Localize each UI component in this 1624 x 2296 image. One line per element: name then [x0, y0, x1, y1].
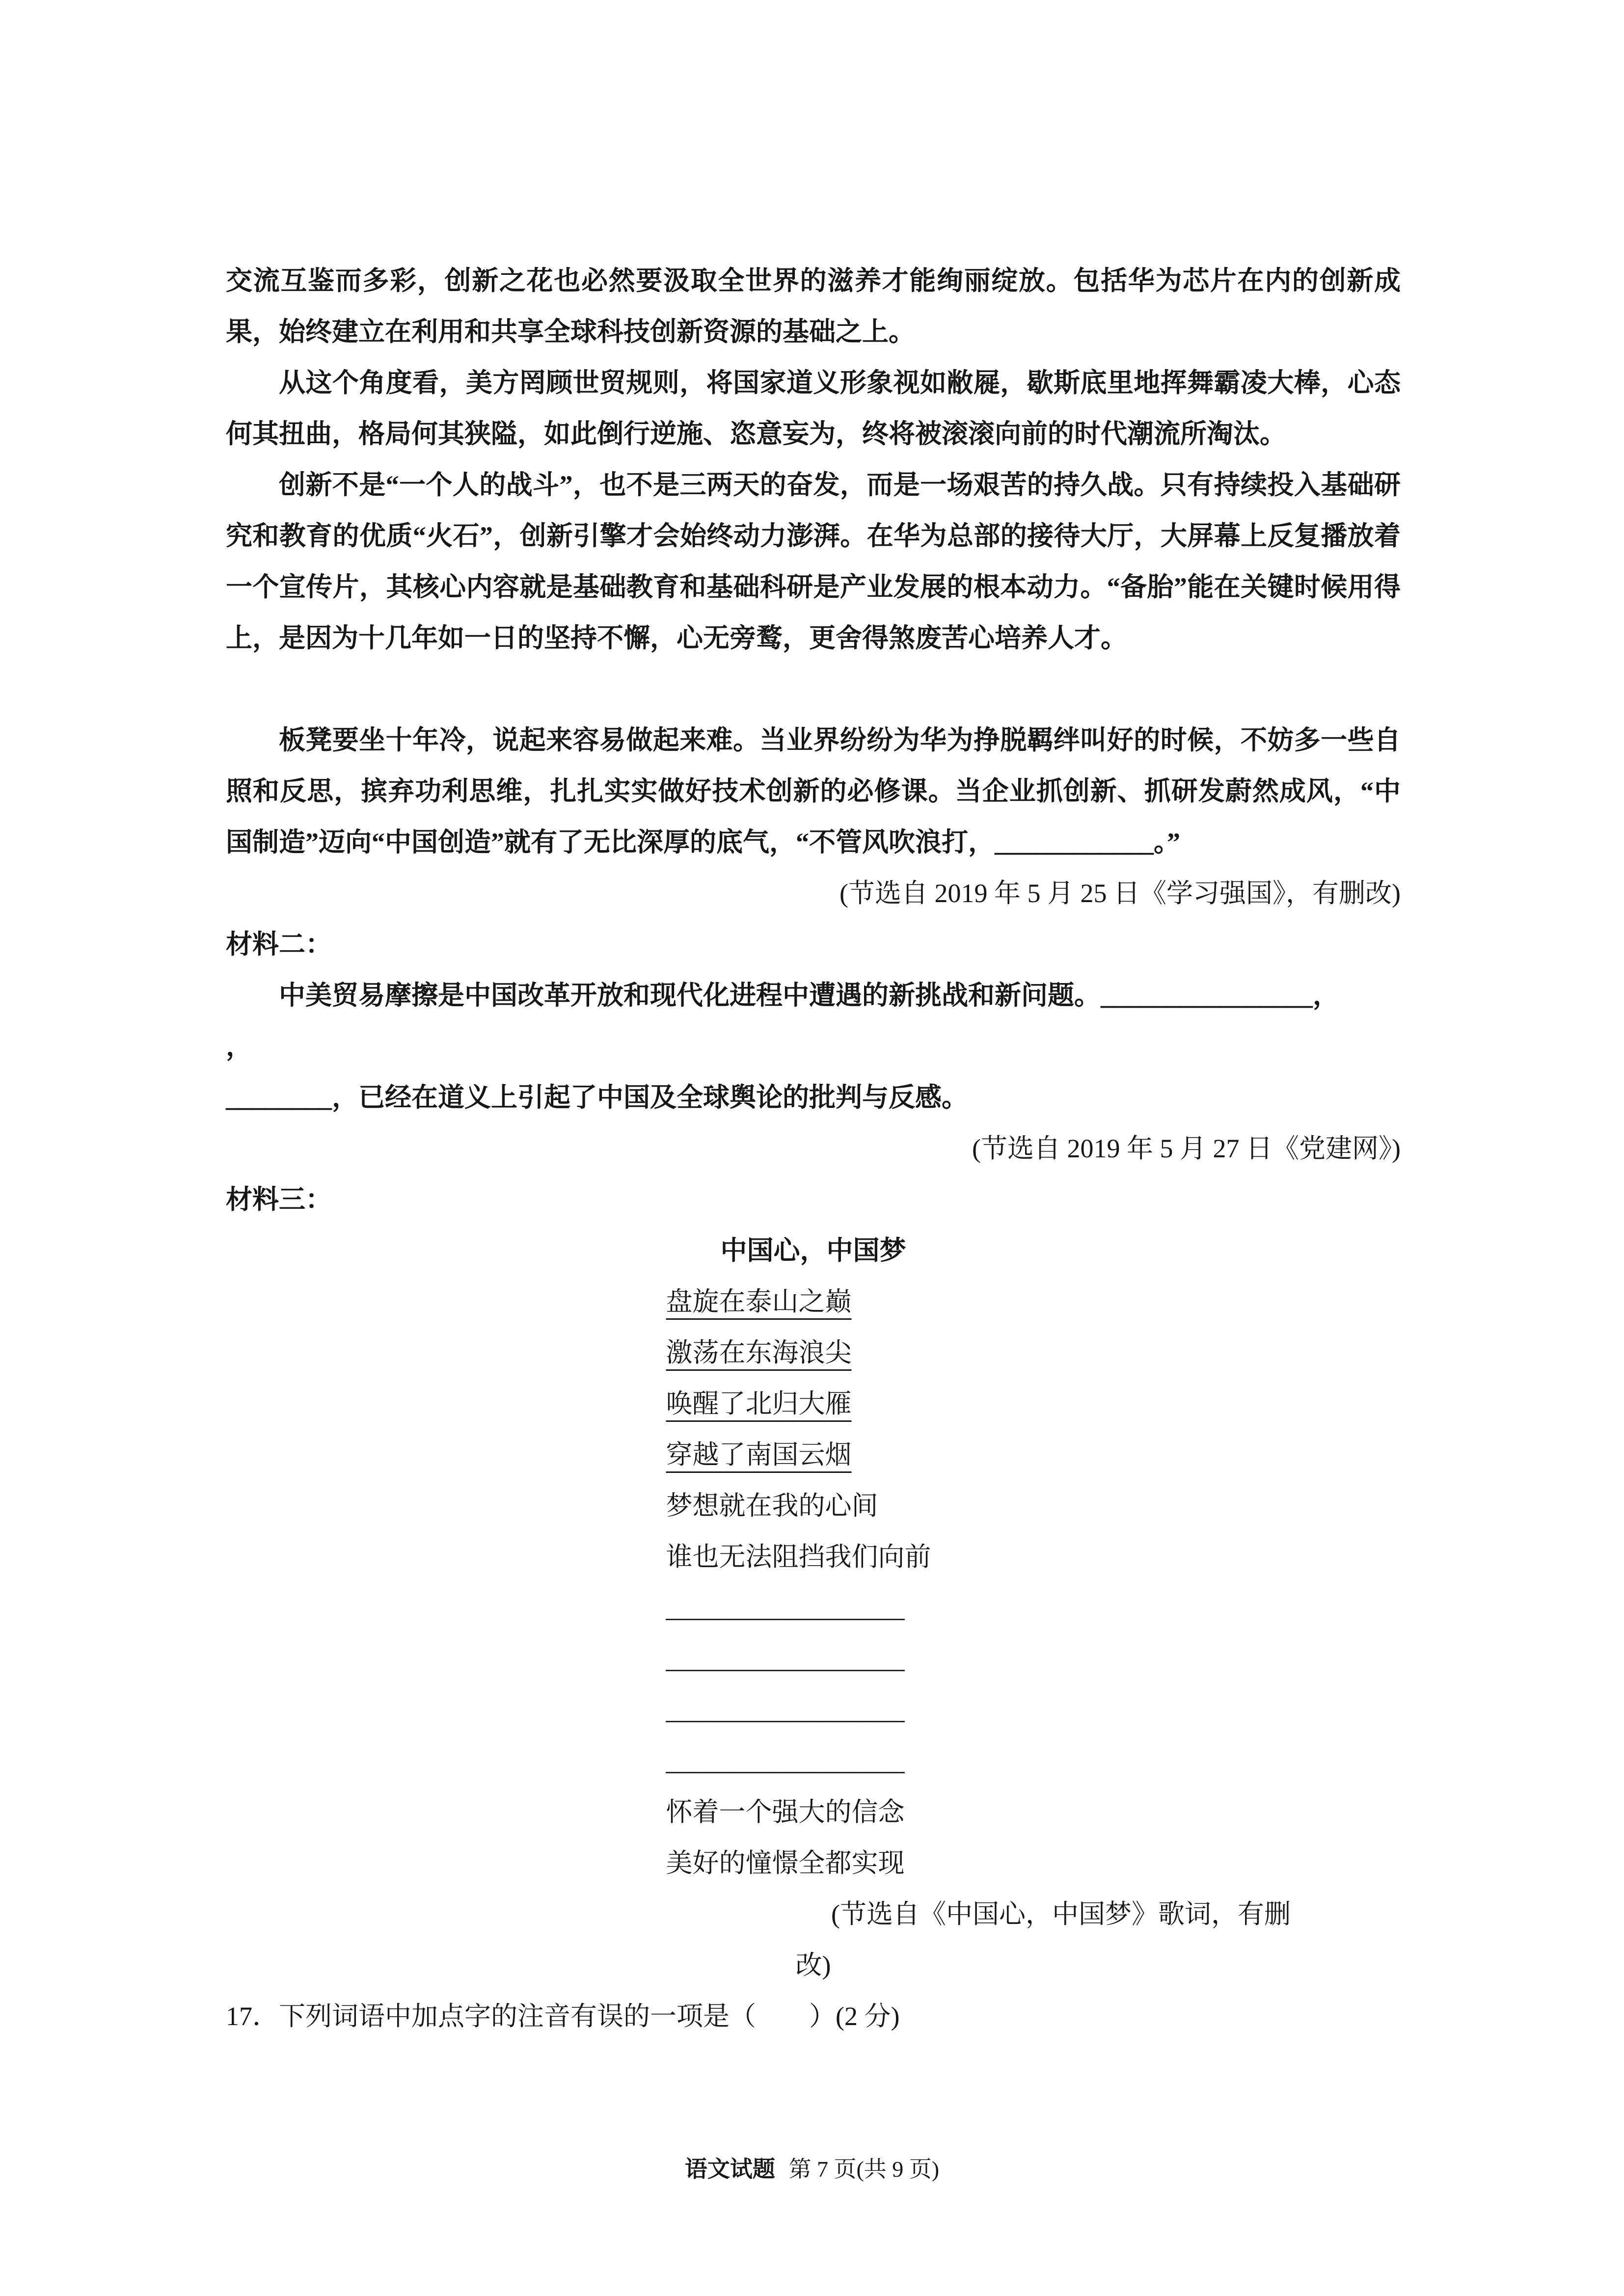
poem-line: 美好的憧憬全都实现: [666, 1848, 905, 1878]
footer-doc-title: 语文试题: [684, 2157, 775, 2182]
poem: [666, 1276, 961, 1889]
attribution-xuexiqiangguo: (节选自 2019 年 5 月 25 日《学习强国》，有删改): [839, 879, 1401, 908]
material2-lines: [226, 970, 1401, 1123]
page-content: [226, 255, 1401, 2042]
poem-line: __________________: [666, 1593, 905, 1623]
poem-line: 盘旋在泰山之巅: [666, 1287, 852, 1316]
poem-line: __________________: [666, 1746, 905, 1776]
attribution-dangjianwang: (节选自 2019 年 5 月 27 日《党建网》): [972, 1134, 1401, 1163]
poem-line: 激荡在东海浪尖: [666, 1338, 852, 1367]
poem-line: 穿越了南国云烟: [666, 1440, 852, 1469]
paragraph: 板凳要坐十年冷，说起来容易做起来难。当业界纷纷为华为挣脱羁绊叫好的时候，不妨多一些自照和反思，摈弃功利思维，扎扎实实做好技术创新的必修课。当企业抓创新、抓研发蔚然成风，“中国制造”迈向“中国创造”就有了无比深厚的底气，“不管风吹浪打，____________。”: [226, 725, 1401, 857]
material2-line: ________，已经在道义上引起了中国及全球舆论的批判与反感。: [226, 1083, 968, 1112]
footer-page-number: 第 7 页(共 9 页): [788, 2157, 940, 2182]
poem-line: 谁也无法阻挡我们向前: [666, 1542, 931, 1572]
poem-line: 怀着一个强大的信念: [666, 1797, 905, 1827]
body-paragraphs: [226, 255, 1401, 868]
paragraph: 从这个角度看，美方罔顾世贸规则，将国家道义形象视如敝屣，歇斯底里地挥舞霸凌大棒，心态何其扭曲，格局何其狭隘，如此倒行逆施、恣意妄为，终将被滚滚向前的时代潮流所淘汰。: [226, 368, 1401, 449]
material3-label: 材料三：: [226, 1185, 332, 1214]
poem-line: 梦想就在我的心间: [666, 1491, 878, 1521]
question-17: 17．下列词语中加点字的注音有误的一项是（ ）(2 分): [226, 2002, 900, 2031]
material2-line: 中美贸易摩擦是中国改革开放和现代化进程中遭遇的新挑战和新问题。________________，: [279, 981, 1339, 1010]
material2-line: ，: [226, 1032, 252, 1061]
poem-attribution-line1: (节选自《中国心，中国梦》歌词，有删: [831, 1899, 1291, 1929]
poem-line: 唤醒了北归大雁: [666, 1389, 852, 1418]
paragraph: 创新不是“一个人的战斗”，也不是三两天的奋发，而是一场艰苦的持久战。只有持续投入基础研究和教育的优质“火石”，创新引擎才会始终动力澎湃。在华为总部的接待大厅，大屏幕上反复播放着一个宣传片，其核心内容就是基础教育和基础科研是产业发展的根本动力。“备胎”能在关键时候用得上，是因为十几年如一日的坚持不懈，心无旁鹜，更舍得煞废苦心培养人才。: [226, 470, 1401, 653]
material2-label: 材料二：: [226, 930, 332, 959]
poem-attribution-line2: 改): [795, 1950, 831, 1980]
paragraph: 交流互鉴而多彩，创新之花也必然要汲取全世界的滋养才能绚丽绽放。包括华为芯片在内的创新成果，始终建立在利用和共享全球科技创新资源的基础之上。: [226, 266, 1401, 347]
poem-title: 中国心，中国梦: [720, 1236, 906, 1265]
poem-line: __________________: [666, 1695, 905, 1725]
poem-line: __________________: [666, 1644, 905, 1674]
page-footer: [0, 2155, 1624, 2184]
